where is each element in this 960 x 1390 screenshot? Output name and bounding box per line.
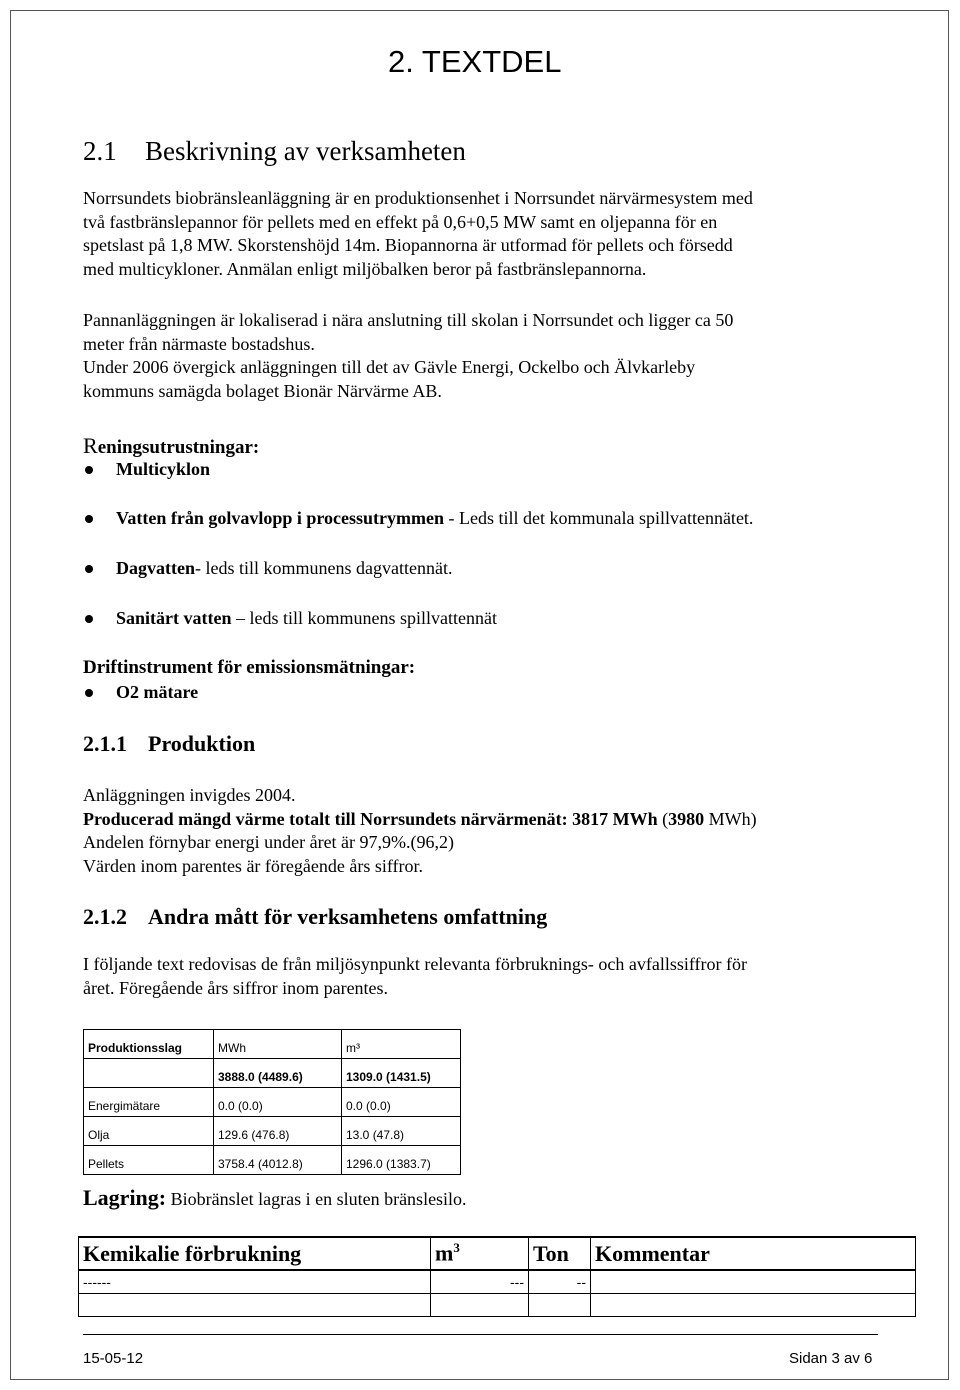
produced-line: Producerad mängd värme totalt till Norrsundets närvärmenät: 3817 MWh (3980 MWh) xyxy=(83,808,757,829)
table-row xyxy=(84,1059,461,1088)
intro-line: spetslast på 1,8 MW. Skorstenshöjd 14m. Biopannorna är utformad för pellets och försedd xyxy=(83,235,733,255)
location-line: meter från närmaste bostadshus. xyxy=(83,333,315,354)
note-line: Värden inom parentes är föregående års siffror. xyxy=(83,855,424,876)
production-title: Produktion xyxy=(148,731,256,756)
table-header-cell: Kommentar xyxy=(591,1237,916,1270)
list-item: Sanitärt vatten – leds till kommunens spillvattennät xyxy=(83,608,497,629)
table-cell xyxy=(431,1294,529,1317)
production-text xyxy=(83,784,757,878)
footer-date: 15-05-12 xyxy=(83,1350,144,1367)
table-row xyxy=(84,1117,461,1146)
intro-line: Norrsundets biobränsleanläggning är en produktionsenhet i Norrsundet närvärmesystem med xyxy=(83,188,753,208)
table-header-row xyxy=(79,1237,916,1270)
other-text: I följande text redovisas de från miljösynpunkt relevanta förbruknings- och avfallssiffror för året. Föregående års siffror inom parentes. xyxy=(83,954,747,998)
production-number: 2.1.1 xyxy=(83,731,127,756)
bullet-icon xyxy=(85,689,93,697)
table-cell: 129.6 (476.8) xyxy=(214,1117,342,1146)
table-row xyxy=(79,1294,916,1317)
table-cell xyxy=(529,1294,591,1317)
list-item: Dagvatten - leds till kommunens dagvattennät. xyxy=(83,558,452,579)
chemicals-table xyxy=(78,1236,916,1317)
renewable-line: Andelen förnybar energi under året är 97,9%.(96,2) xyxy=(83,832,455,852)
table-cell: 3888.0 (4489.6) xyxy=(214,1059,342,1088)
intro-line: två fastbränslepannor för pellets med en effekt på 0,6+0,5 MW samt en oljepanna för en xyxy=(83,211,718,232)
table-cell: --- xyxy=(431,1270,529,1294)
bullet-icon xyxy=(85,466,93,474)
table-header-cell: Ton xyxy=(529,1237,591,1270)
list-item: O2 mätare xyxy=(83,682,198,703)
list-item: Vatten från golvavlopp i processutrymmen - Leds till det kommunala spillvattennätet. xyxy=(83,508,753,529)
list-item: Multicyklon xyxy=(83,459,210,480)
table-cell xyxy=(591,1270,916,1294)
instruments-heading: Driftinstrument för emissionsmätningar: xyxy=(83,657,416,678)
footer-page-number: Sidan 3 av 6 xyxy=(789,1350,873,1367)
location-line: Pannanläggningen är lokaliserad i nära anslutning till skolan i Norrsundet och ligger ca 50 xyxy=(83,310,734,330)
location-line: Under 2006 övergick anläggningen till det av Gävle Energi, Ockelbo och Älvkarleby xyxy=(83,357,696,377)
bullet-icon xyxy=(85,565,93,573)
table-cell: 1296.0 (1383.7) xyxy=(342,1146,461,1175)
other-title: Andra mått för verksamhetens omfattning xyxy=(148,904,548,929)
storage-line: Lagring: Biobränslet lagras i en sluten bränslesilo. xyxy=(83,1185,467,1210)
cleaning-heading: Reningsutrustningar: xyxy=(83,433,260,458)
intro-paragraph xyxy=(83,187,883,281)
production-heading xyxy=(83,731,255,757)
chapter-title: 2. TEXTDEL xyxy=(388,44,562,79)
table-cell: ------ xyxy=(79,1270,431,1294)
table-cell xyxy=(591,1294,916,1317)
inaugurated-line: Anläggningen invigdes 2004. xyxy=(83,785,296,805)
table-row xyxy=(84,1088,461,1117)
intro-line: med multicykloner. Anmälan enligt miljöbalken beror på fastbränslepannorna. xyxy=(83,258,647,279)
table-header-cell: Kemikalie förbrukning xyxy=(79,1237,431,1270)
table-header-cell: m³ xyxy=(342,1030,461,1059)
other-number: 2.1.2 xyxy=(83,904,127,929)
table-cell: Energimätare xyxy=(84,1088,214,1117)
other-heading xyxy=(83,904,547,930)
table-cell xyxy=(84,1059,214,1088)
table-header-cell: $m^3$ xyxy=(431,1237,529,1270)
table-cell: 1309.0 (1431.5) xyxy=(342,1059,461,1088)
section-title: Beskrivning av verksamheten xyxy=(145,136,466,166)
location-paragraph xyxy=(83,309,883,403)
section-heading xyxy=(83,136,466,167)
table-cell: -- xyxy=(529,1270,591,1294)
table-cell: Pellets xyxy=(84,1146,214,1175)
table-header-row xyxy=(84,1030,461,1059)
table-cell: 0.0 (0.0) xyxy=(214,1088,342,1117)
bullet-icon xyxy=(85,615,93,623)
table-header-cell: Produktionsslag xyxy=(84,1030,214,1059)
table-cell xyxy=(79,1294,431,1317)
storage-label: Lagring: xyxy=(83,1185,167,1210)
bullet-icon xyxy=(85,515,93,523)
production-table xyxy=(83,1029,461,1175)
table-cell: Olja xyxy=(84,1117,214,1146)
table-row xyxy=(84,1146,461,1175)
footer-divider xyxy=(83,1334,878,1335)
table-cell: 3758.4 (4012.8) xyxy=(214,1146,342,1175)
table-row xyxy=(79,1270,916,1294)
table-cell: 0.0 (0.0) xyxy=(342,1088,461,1117)
table-cell: 13.0 (47.8) xyxy=(342,1117,461,1146)
location-line: kommuns samägda bolaget Bionär Närvärme AB. xyxy=(83,380,442,401)
table-header-cell: MWh xyxy=(214,1030,342,1059)
section-number: 2.1 xyxy=(83,136,117,166)
